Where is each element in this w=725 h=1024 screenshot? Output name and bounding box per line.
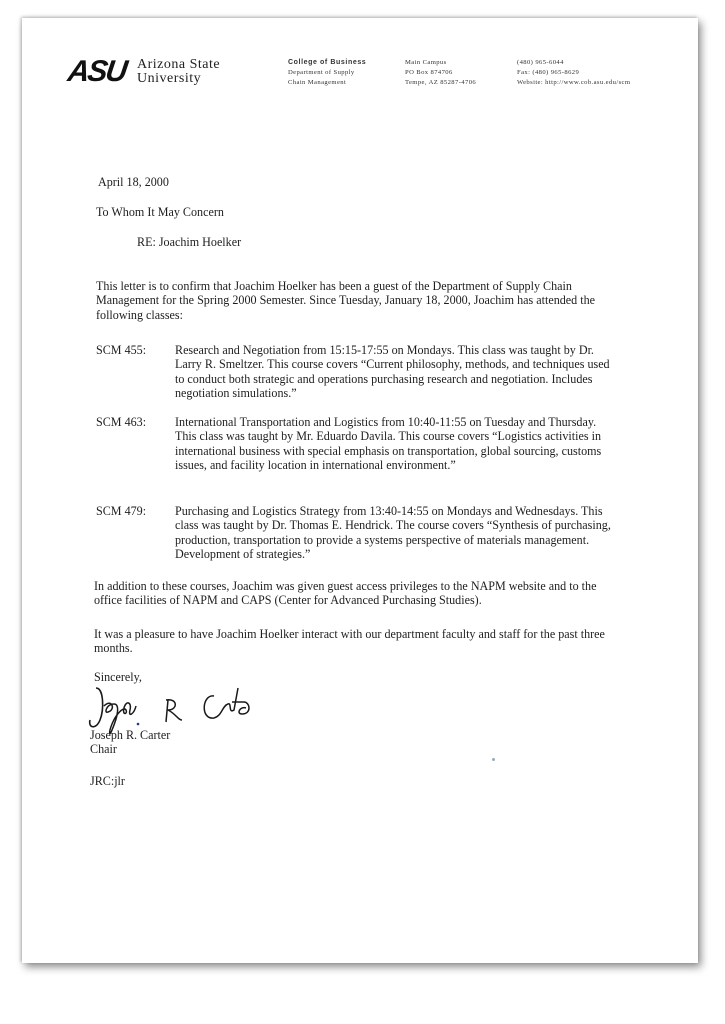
course-description: International Transportation and Logistics from 10:40-11:55 on Tuesday and Thursday. This class was taught by Mr. Eduardo Davila. This course covers “Logistics activities in international business with special emphasis on transportation, global sourcing, customs issues, and facility location in international environment.” <box>175 415 602 473</box>
course-code: SCM 455: <box>96 343 147 357</box>
course-code: SCM 463: <box>96 415 147 429</box>
address-block <box>405 58 476 88</box>
salutation: To Whom It May Concern <box>96 205 224 219</box>
department-line1: Department of Supply <box>288 69 355 76</box>
college-block <box>288 58 366 88</box>
university-name-line2: University <box>137 71 202 86</box>
department-line2: Chain Management <box>288 79 347 86</box>
signer-title: Chair <box>90 742 117 756</box>
letter-date: April 18, 2000 <box>98 175 169 189</box>
course-description: Purchasing and Logistics Strategy from 13:40-14:55 on Mondays and Wednesdays. This class was taught by Dr. Thomas E. Hendrick. The course covers “Synthesis of purchasing, production, transportation to provide a systems perspective of materials management. Development of strategies.” <box>175 504 611 562</box>
college-name: College of Business <box>288 59 367 66</box>
course-description: Research and Negotiation from 15:15-17:55 on Mondays. This class was taught by Dr. Larry R. Smeltzer. This course covers “Current philosophy, methods, and techniques used to conduct both strategic and operations purchasing research and negotiation. Includes negotiation simulations.” <box>175 343 610 401</box>
po-box: PO Box 874706 <box>405 69 453 76</box>
asu-logo-mark: ASU <box>65 55 128 88</box>
website: Website: http://www.cob.asu.edu/scm <box>517 79 631 86</box>
contact-block <box>517 58 630 88</box>
university-name <box>137 58 220 86</box>
university-name-line1: Arizona State <box>137 57 221 72</box>
typist-initials: JRC:jlr <box>90 774 125 788</box>
access-paragraph: In addition to these courses, Joachim was given guest access privileges to the NAPM website and to the office facilities of NAPM and CAPS (Center for Advanced Purchasing Studies). <box>94 579 597 608</box>
fax: Fax: (480) 965-8629 <box>517 69 580 76</box>
signer-name: Joseph R. Carter <box>90 728 171 742</box>
course-code: SCM 479: <box>96 504 147 518</box>
intro-paragraph: This letter is to confirm that Joachim Hoelker has been a guest of the Department of Supply Chain Management for the Spring 2000 Semester. Since Tuesday, January 18, 2000, Joachim has attended the following classes: <box>96 279 595 322</box>
ink-speck <box>492 758 495 761</box>
city: Tempe, AZ 85287-4706 <box>405 79 477 86</box>
letter-page <box>22 18 698 963</box>
closing: Sincerely, <box>94 670 142 684</box>
re-line: RE: Joachim Hoelker <box>137 235 242 249</box>
campus: Main Campus <box>405 59 447 66</box>
phone: (480) 965-6044 <box>517 59 564 66</box>
pleasure-paragraph: It was a pleasure to have Joachim Hoelker interact with our department faculty and staff for the past three months. <box>94 627 605 656</box>
